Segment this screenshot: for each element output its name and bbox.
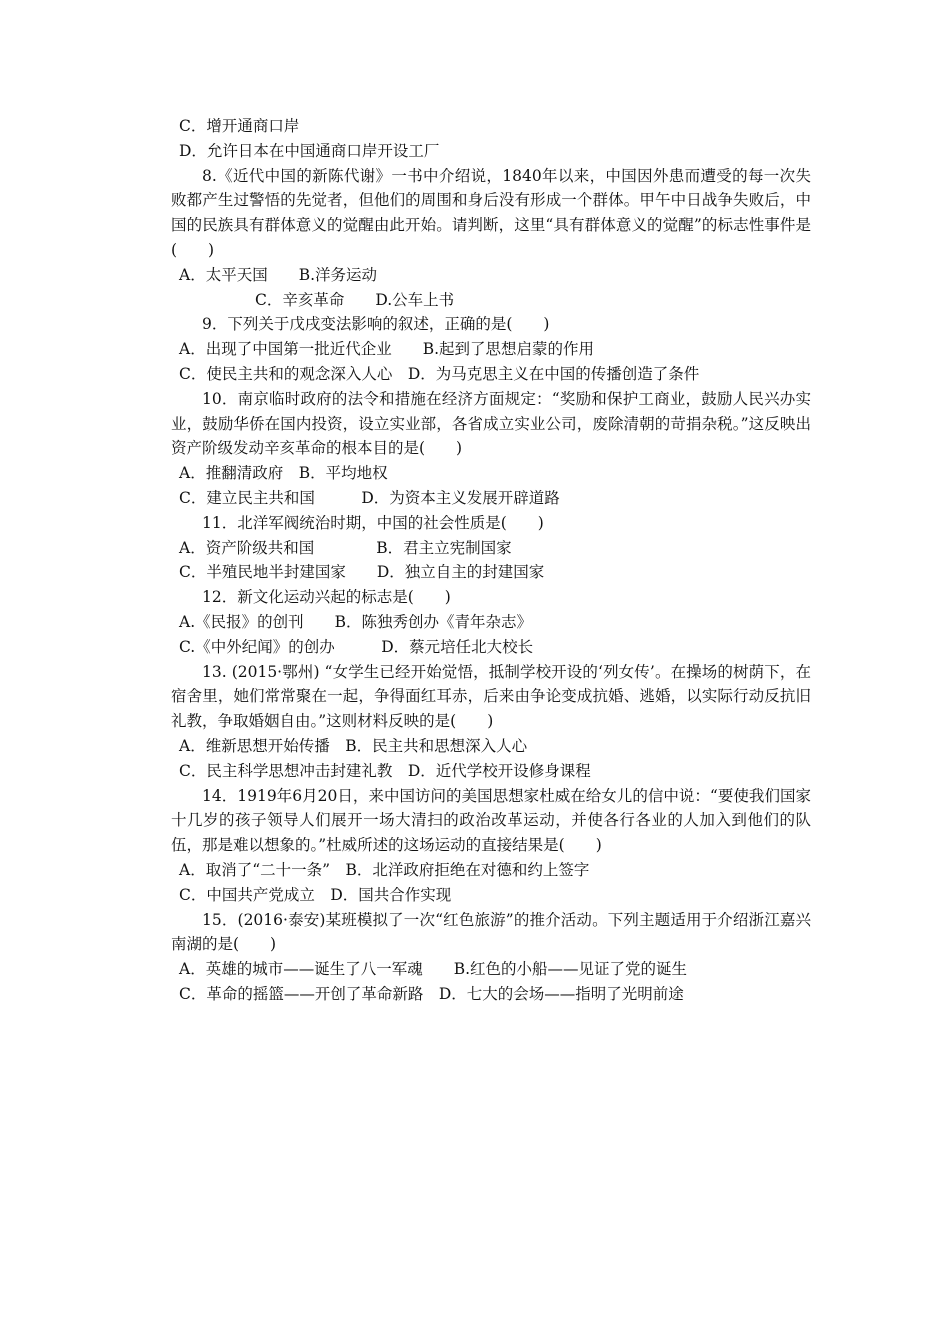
q14-stem: 14．1919年6月20日，来中国访问的美国思想家杜威在给女儿的信中说：“要使我们国家十几岁的孩子领导人们展开一场大清扫的政治改革运动，并使各行各业的人加入到他们的队伍，那是难以想象的。”杜威所述的这场运动的直接结果是( ) <box>171 786 811 855</box>
q15-options-ab: A．英雄的城市——诞生了八一军魂 B.红色的小船——见证了党的诞生 <box>179 960 688 979</box>
q9-stem: 9．下列关于戊戌变法影响的叙述，正确的是( ) <box>202 315 550 334</box>
q15-options-cd: C．革命的摇篮——开创了革命新路 D．七大的会场——指明了光明前途 <box>179 984 684 1003</box>
q10-options-cd: C．建立民主共和国 D．为资本主义发展开辟道路 <box>179 488 560 507</box>
q10-stem: 10．南京临时政府的法令和措施在经济方面规定：“奖励和保护工商业，鼓励人民兴办实业，鼓励华侨在国内投资，设立实业部，各省成立实业公司，废除清朝的苛捐杂税。”这反映出资产阶级发动辛亥革命的根本目的是( ) <box>171 389 811 458</box>
q13-stem: 13. (2015·鄂州) “女学生已经开始觉悟，抵制学校开设的‘列女传’。在操场的树荫下，在宿舍里，她们常常聚在一起，争得面红耳赤，后来由争论变成抗婚、逃婚，以实际行动反抗旧礼教，争取婚姻自由。”这则材料反映的是( ) <box>171 662 811 731</box>
q8-options-cd: C．辛亥革命 D.公车上书 <box>255 290 455 309</box>
q7-option-d: D．允许日本在中国通商口岸开设工厂 <box>179 141 440 160</box>
q11-stem: 11．北洋军阀统治时期，中国的社会性质是( ) <box>202 513 544 532</box>
q12-stem: 12．新文化运动兴起的标志是( ) <box>202 588 451 607</box>
q10-options-ab: A．推翻清政府 B．平均地权 <box>179 464 388 483</box>
q13-options-ab: A．维新思想开始传播 B．民主共和思想深入人心 <box>179 736 528 755</box>
q14-options-ab: A．取消了“二十一条” B．北洋政府拒绝在对德和约上签字 <box>179 860 590 879</box>
q11-options-cd: C．半殖民地半封建国家 D．独立自主的封建国家 <box>179 563 545 582</box>
q13-options-cd: C．民主科学思想冲击封建礼教 D．近代学校开设修身课程 <box>179 761 591 780</box>
q14-options-cd: C．中国共产党成立 D．国共合作实现 <box>179 885 452 904</box>
q8-stem: 8.《近代中国的新陈代谢》一书中介绍说，1840年以来，中国因外患而遭受的每一次失败都产生过警悟的先觉者，但他们的周围和身后没有形成一个群体。甲午中日战争失败后，中国的民族具有群体意义的觉醒由此开始。请判断，这里“具有群体意义的觉醒”的标志性事件是( ) <box>171 166 811 259</box>
q7-option-c: C．增开通商口岸 <box>179 117 300 135</box>
q12-options-cd: C.《中外纪闻》的创办 D．蔡元培任北大校长 <box>179 637 534 656</box>
q9-options-cd: C．使民主共和的观念深入人心 D．为马克思主义在中国的传播创造了条件 <box>179 364 700 383</box>
q15-stem: 15．(2016·泰安)某班模拟了一次“红色旅游”的推介活动。下列主题适用于介绍浙江嘉兴南湖的是( ) <box>171 910 811 954</box>
q9-options-ab: A．出现了中国第一批近代企业 B.起到了思想启蒙的作用 <box>179 340 595 359</box>
q12-options-ab: A.《民报》的创刊 B．陈独秀创办《青年杂志》 <box>179 612 533 631</box>
question-list <box>171 114 811 1007</box>
q11-options-ab: A．资产阶级共和国 B．君主立宪制国家 <box>179 538 512 557</box>
q8-options-ab: A．太平天国 B.洋务运动 <box>179 265 378 284</box>
